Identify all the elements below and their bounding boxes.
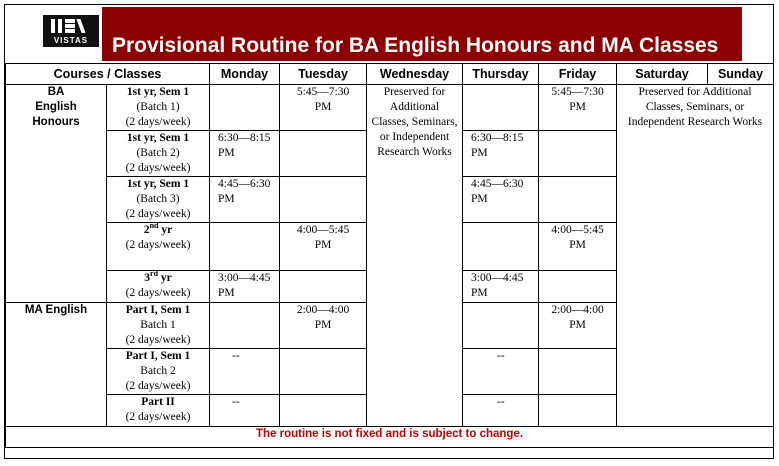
slot-monday: -- [210,349,280,395]
col-saturday: Saturday [617,64,708,85]
routine-document [4,4,774,459]
slot-tuesday [280,271,367,303]
slot-tuesday [280,131,367,177]
slot-thursday: 4:45—6:30 PM [463,177,539,223]
slot-tuesday [280,395,367,427]
class-label: 1st yr, Sem 1 (Batch 2) (2 days/week) [107,131,210,177]
col-tuesday: Tuesday [280,64,367,85]
group-ba: BA English Honours [6,85,107,303]
col-wednesday: Wednesday [367,64,463,85]
slot-thursday: 3:00—4:45 PM [463,271,539,303]
slot-friday: 2:00—4:00 PM [539,303,617,349]
col-courses: Courses / Classes [6,64,210,85]
group-ma: MA English [6,303,107,427]
slot-tuesday: 2:00—4:00 PM [280,303,367,349]
slot-tuesday: 5:45—7:30 PM [280,85,367,131]
col-monday: Monday [210,64,280,85]
col-sunday: Sunday [708,64,774,85]
class-label: Part I, Sem 1 Batch 1 (2 days/week) [107,303,210,349]
slot-friday: 5:45—7:30 PM [539,85,617,131]
slot-tuesday [280,177,367,223]
slot-monday [210,303,280,349]
header-row [6,64,774,85]
vistas-logo [43,15,99,47]
col-thursday: Thursday [463,64,539,85]
class-label: Part II (2 days/week) [107,395,210,427]
slot-friday [539,177,617,223]
class-label: 2nd yr (2 days/week) [107,223,210,271]
class-label: 1st yr, Sem 1 (Batch 1) (2 days/week) [107,85,210,131]
wednesday-note: Preserved for Additional Classes, Seminars, or Independent Research Works [367,85,463,427]
logo-text: VISTAS [53,36,89,45]
slot-monday: 4:45—6:30 PM [210,177,280,223]
slot-thursday [463,85,539,131]
class-label: 1st yr, Sem 1 (Batch 3) (2 days/week) [107,177,210,223]
slot-friday [539,349,617,395]
class-label: Part I, Sem 1 Batch 2 (2 days/week) [107,349,210,395]
slot-monday: -- [210,395,280,427]
slot-monday [210,85,280,131]
slot-thursday [463,223,539,271]
slot-monday: 6:30—8:15 PM [210,131,280,177]
col-friday: Friday [539,64,617,85]
footer-note: The routine is not fixed and is subject to change. [6,427,774,448]
class-label: 3rd yr (2 days/week) [107,271,210,303]
slot-friday: 4:00—5:45 PM [539,223,617,271]
slot-monday: 3:00—4:45 PM [210,271,280,303]
slot-thursday: -- [463,349,539,395]
footer-row [6,427,774,448]
table-row [6,85,774,131]
page-title: Provisional Routine for BA English Honours and MA Classes [102,7,742,61]
slot-thursday [463,303,539,349]
slot-friday [539,131,617,177]
routine-table [5,63,774,448]
slot-monday [210,223,280,271]
logo-bars-icon [51,19,91,33]
slot-thursday: 6:30—8:15 PM [463,131,539,177]
slot-thursday: -- [463,395,539,427]
weekend-note: Preserved for Additional Classes, Seminars, or Independent Research Works [617,85,774,427]
slot-friday [539,395,617,427]
slot-tuesday: 4:00—5:45 PM [280,223,367,271]
header [5,5,773,63]
slot-friday [539,271,617,303]
slot-tuesday [280,349,367,395]
